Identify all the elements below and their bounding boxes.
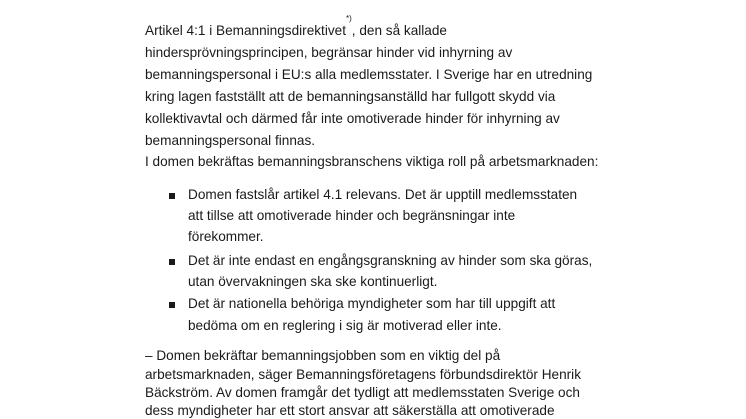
list-item-line: bedöma om en reglering i sig är motiverad eller inte. <box>188 318 502 333</box>
list-item-line: Domen fastslår artikel 4.1 relevans. Det är upptill medlemsstaten <box>188 187 578 202</box>
list-item-line: att tillse att omotiverade hinder och begränsningar inte <box>188 208 516 223</box>
intro-line-5: kollektivavtal och därmed får inte omotiverade hinder för inhyrning av <box>145 111 560 126</box>
intro-line-6: bemanningspersonal finnas. <box>145 133 316 148</box>
intro-line-7: I domen bekräftas bemanningsbranschens viktiga roll på arbetsmarknaden: <box>145 154 599 169</box>
intro-text: Artikel 4:1 i Bemanningsdirektivet <box>145 23 346 38</box>
intro-line-1 <box>145 14 447 40</box>
bullet-marker <box>169 193 175 199</box>
list-item-line: Det är inte endast en engångsgranskning av hinder som ska göras, <box>188 253 593 268</box>
list-item-line: Det är nationella behöriga myndigheter som har till uppgift att <box>188 296 556 311</box>
list-item-line: förekommer. <box>188 229 264 244</box>
intro-line-3: bemanningspersonal i EU:s alla medlemsstater. I Sverige har en utredning <box>145 67 593 82</box>
quote-line-4: dess myndigheter har ett stort ansvar att säkerställa att omotiverade <box>145 403 555 418</box>
quote-line-2: arbetsmarknaden, säger Bemanningsföretagens förbundsdirektör Henrik <box>145 367 581 382</box>
quote-line-3: Bäckström. Av domen framgår det tydligt att medlemsstaten Sverige och <box>145 385 580 400</box>
bullet-marker <box>169 302 175 308</box>
intro-line-2: hindersprövningsprincipen, begränsar hinder vid inhyrning av <box>145 45 513 60</box>
quote-line-1: – Domen bekräftar bemanningsjobben som en viktig del på <box>145 348 501 363</box>
intro-text: , den så kallade <box>351 23 447 38</box>
list-item-line: utan övervakningen ska ske kontinuerligt. <box>188 274 438 289</box>
footnote-marker: *) <box>345 14 352 23</box>
intro-line-4: kring lagen fastställt att de bemanningsanställd har fullgott skydd via <box>145 89 556 104</box>
bullet-marker <box>169 259 175 265</box>
